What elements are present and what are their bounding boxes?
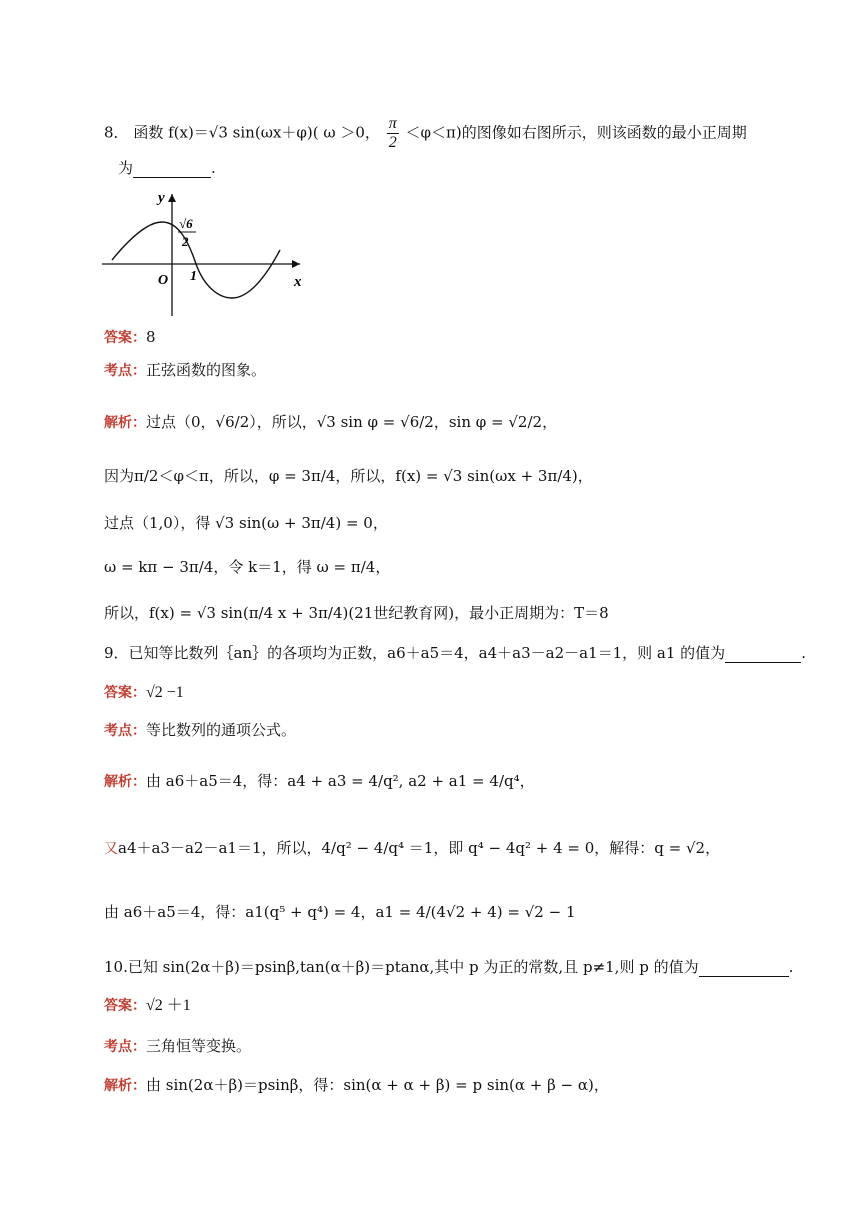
q10-solution-1 bbox=[104, 1075, 609, 1096]
graph-origin-label: O bbox=[158, 273, 169, 288]
q8-solution-4 bbox=[104, 557, 390, 577]
q9-topic-label: 考点： bbox=[104, 723, 146, 739]
q9-answer-value: √2 −1 bbox=[146, 684, 184, 701]
q10-topic-label: 考点： bbox=[104, 1039, 146, 1055]
q10-topic bbox=[104, 1036, 251, 1057]
q8-stem-text-b: ＜φ＜π)的图像如右图所示，则该函数的最小正周期 bbox=[405, 123, 747, 142]
q10-solution-label: 解析： bbox=[104, 1078, 146, 1094]
q8-solution-3-text: 过点（1,0），得 √3 sin(ω + 3π/4) = 0， bbox=[104, 514, 388, 532]
q8-solution-2 bbox=[104, 466, 593, 486]
q10-answer-value: √2 ＋1 bbox=[146, 997, 191, 1014]
q9-solution-1-text: 由 a6＋a5＝4，得：a4 + a3 = 4/q², a2 + a1 = 4/q⁴， bbox=[146, 772, 535, 790]
q10-topic-text: 三角恒等变换。 bbox=[146, 1037, 252, 1055]
graph-y-label: y bbox=[158, 190, 165, 206]
q9-solution-2-label: 又 bbox=[104, 841, 118, 857]
q8-solution-1 bbox=[104, 412, 557, 433]
q10-answer-label: 答案： bbox=[104, 998, 146, 1014]
q8-answer bbox=[104, 327, 156, 348]
q8-topic-label: 考点： bbox=[104, 363, 146, 379]
q9-stem: 9．已知等比数列｛an｝的各项均为正数，a6＋a5＝4，a4＋a3－a2－a1＝1，则 a1 的值为 . bbox=[104, 644, 806, 662]
q10-solution-1-text: 由 sin(2α＋β)＝psinβ，得：sin(α + α + β) = p sin(α + β − α)， bbox=[146, 1076, 609, 1094]
q9-solution-2 bbox=[104, 838, 720, 859]
q9-solution-1 bbox=[104, 771, 535, 792]
q9-answer-blank bbox=[725, 646, 801, 663]
q9-answer-label: 答案： bbox=[104, 685, 146, 701]
q8-answer-blank bbox=[133, 161, 211, 178]
q8-solution-2-text: 因为π/2＜φ＜π，所以，φ = 3π/4，所以，f(x) = √3 sin(ωx + 3π/4)， bbox=[104, 467, 593, 485]
graph-value-num: √6 bbox=[179, 216, 193, 231]
q9-solution-label: 解析： bbox=[104, 774, 146, 790]
q8-stem-frac-den: 2 bbox=[388, 134, 397, 151]
q8-answer-label: 答案： bbox=[104, 330, 146, 346]
q9-solution-3-text: 由 a6＋a5＝4，得：a1(q⁵ + q⁴) = 4，a1 = 4/(4√2 + 4) = √2 − 1 bbox=[104, 903, 576, 921]
q9-topic-text: 等比数列的通项公式。 bbox=[146, 721, 297, 739]
q10-answer-blank bbox=[699, 960, 789, 977]
q9-solution-2-text: a4＋a3－a2－a1＝1，所以，4/q² − 4/q⁴ ＝1，即 q⁴ − 4q² + 4 = 0，解得：q = √2， bbox=[118, 839, 721, 857]
q8-solution-3 bbox=[104, 513, 388, 533]
q8-stem-text-a: 函数 f(x)＝√3 sin(ωx＋φ)( ω ＞0， bbox=[133, 123, 380, 142]
q8-stem-frac-num: π bbox=[388, 115, 397, 132]
q8-stem bbox=[104, 115, 747, 152]
q8-stem-text-c: 为 bbox=[118, 159, 134, 177]
graph-x-label: x bbox=[294, 274, 302, 290]
q8-number: 8． bbox=[104, 123, 129, 142]
q8-topic-text: 正弦函数的图象。 bbox=[146, 361, 267, 379]
q9-topic bbox=[104, 720, 296, 741]
q10-stem: 10.已知 sin(2α＋β)＝psinβ,tan(α＋β)＝ptanα,其中 p 为正的常数,且 p≠1,则 p 的值为 . bbox=[104, 958, 794, 976]
q8-solution-4-text: ω = kπ − 3π/4，令 k＝1，得 ω = π/4， bbox=[104, 558, 391, 576]
q9-answer bbox=[104, 682, 184, 703]
q9-stem-text: 9．已知等比数列｛an｝的各项均为正数，a6＋a5＝4，a4＋a3－a2－a1＝1，则 a1 的值为 bbox=[104, 644, 726, 662]
q8-topic bbox=[104, 360, 266, 381]
q8-solution-5 bbox=[104, 603, 609, 623]
q8-solution-5-text: 所以，f(x) = √3 sin(π/4 x + 3π/4)(21世纪教育网)，最小正周期为：T＝8 bbox=[104, 604, 609, 622]
q8-solution-1-text: 过点（0，√6/2），所以，√3 sin φ = √6/2，sin φ = √2/2， bbox=[146, 413, 558, 431]
q8-sine-graph bbox=[100, 188, 310, 318]
q10-stem-text: 10.已知 sin(2α＋β)＝psinβ,tan(α＋β)＝ptanα,其中 p 为正的常数,且 p≠1,则 p 的值为 bbox=[104, 958, 699, 976]
q8-stem-fraction bbox=[387, 115, 399, 152]
q9-solution-3 bbox=[104, 902, 576, 922]
graph-value-den: 2 bbox=[182, 234, 189, 249]
graph-one-label: 1 bbox=[190, 269, 197, 284]
q10-answer bbox=[104, 995, 191, 1016]
q8-stem-line2: 为 . bbox=[118, 159, 216, 177]
q8-answer-value: 8 bbox=[146, 328, 156, 346]
q8-solution-label: 解析： bbox=[104, 415, 146, 431]
